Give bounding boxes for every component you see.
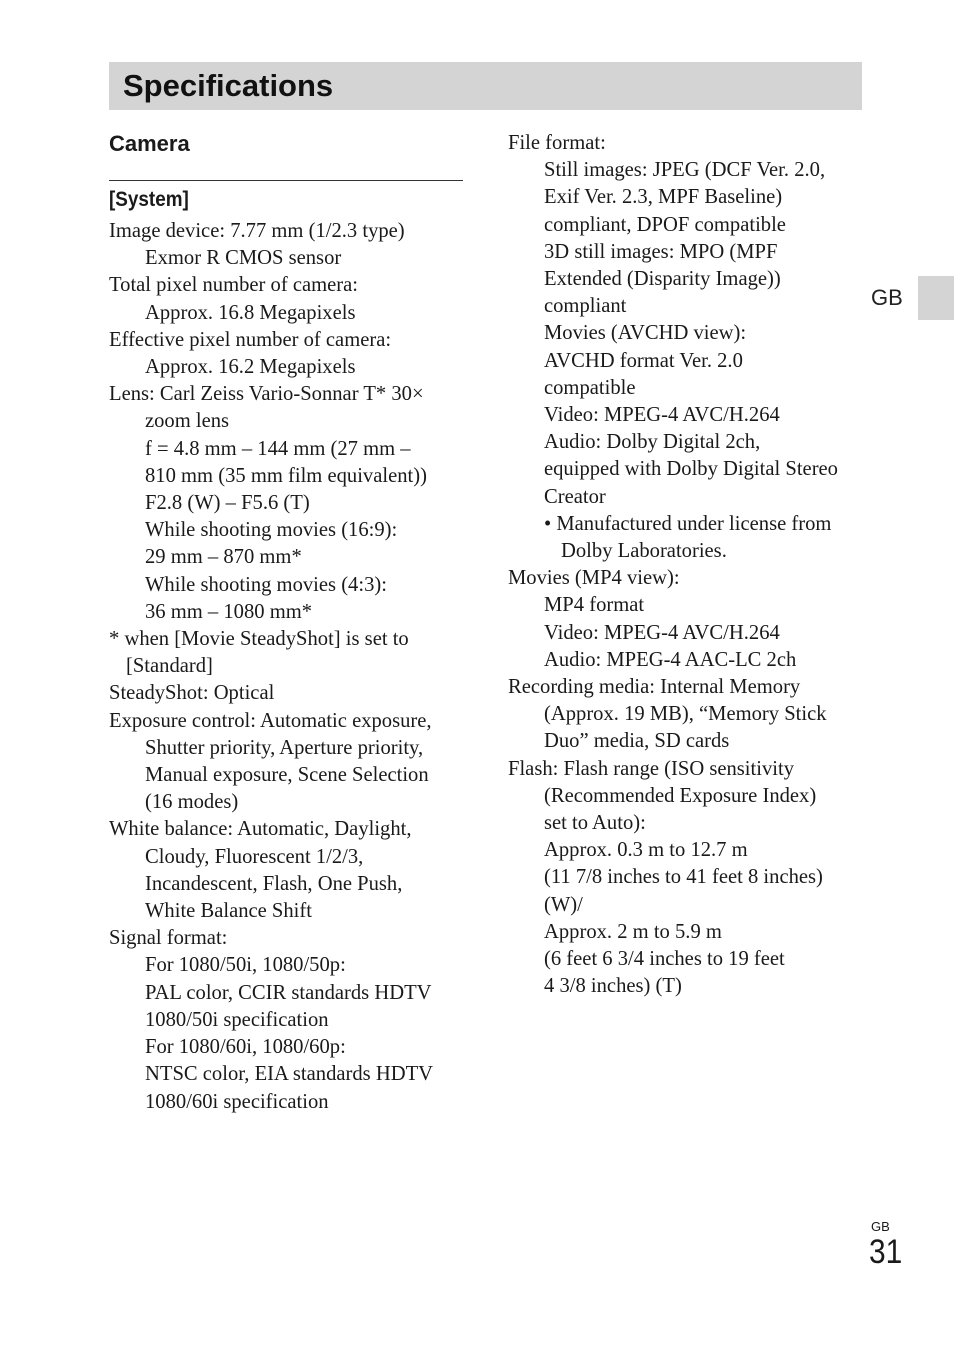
spec-line: Total pixel number of camera: <box>109 274 359 297</box>
spec-line: compliant <box>544 295 627 318</box>
spec-line: For 1080/60i, 1080/60p: <box>145 1036 346 1059</box>
spec-line: (W)/ <box>544 893 583 916</box>
spec-line: Exmor R CMOS sensor <box>145 247 342 270</box>
spec-line: Duo” media, SD cards <box>544 730 730 753</box>
spec-line: SteadyShot: Optical <box>109 682 275 705</box>
spec-line: compliant, DPOF compatible <box>544 213 786 236</box>
spec-line: NTSC color, EIA standards HDTV <box>145 1063 434 1086</box>
spec-line: compatible <box>544 376 636 399</box>
spec-line: Lens: Carl Zeiss Vario-Sonnar T* 30× <box>109 383 424 406</box>
spec-line: (6 feet 6 3/4 inches to 19 feet <box>544 948 785 971</box>
spec-line: f = 4.8 mm – 144 mm (27 mm – <box>145 437 411 460</box>
spec-line: White balance: Automatic, Daylight, <box>109 818 412 841</box>
spec-line: Incandescent, Flash, One Push, <box>145 872 403 895</box>
spec-line: While shooting movies (4:3): <box>145 573 387 596</box>
spec-line: Flash: Flash range (ISO sensitivity <box>508 757 795 780</box>
spec-line: Exposure control: Automatic exposure, <box>109 709 432 732</box>
spec-line: 1080/60i specification <box>145 1090 329 1113</box>
spec-line: Dolby Laboratories. <box>561 540 727 563</box>
spec-line: Audio: Dolby Digital 2ch, <box>544 431 761 454</box>
spec-line: Movies (MP4 view): <box>508 567 680 590</box>
spec-line: F2.8 (W) – F5.6 (T) <box>145 492 310 515</box>
spec-line: * when [Movie SteadyShot] is set to <box>109 628 409 651</box>
language-tab <box>918 276 954 320</box>
section-heading: Camera <box>109 131 190 156</box>
spec-line: Extended (Disparity Image)) <box>544 268 781 291</box>
spec-line: equipped with Dolby Digital Stereo <box>544 458 838 481</box>
spec-line: Still images: JPEG (DCF Ver. 2.0, <box>544 159 826 182</box>
spec-line: Recording media: Internal Memory <box>508 676 801 699</box>
spec-line: Approx. 2 m to 5.9 m <box>544 920 722 943</box>
page-title: Specifications <box>123 68 334 103</box>
spec-line: Manual exposure, Scene Selection <box>145 764 429 787</box>
spec-line: (Approx. 19 MB), “Memory Stick <box>544 703 827 726</box>
spec-line: Movies (AVCHD view): <box>544 322 747 345</box>
spec-line: • Manufactured under license from <box>544 512 832 535</box>
spec-line: (Recommended Exposure Index) <box>544 784 817 807</box>
spec-line: Image device: 7.77 mm (1/2.3 type) <box>109 220 405 242</box>
spec-line: For 1080/50i, 1080/50p: <box>145 954 346 977</box>
spec-line: Cloudy, Fluorescent 1/2/3, <box>145 845 364 868</box>
language-tab-label: GB <box>871 285 903 310</box>
spec-line: 36 mm – 1080 mm* <box>145 600 313 623</box>
spec-line: MP4 format <box>544 594 645 617</box>
spec-line: Effective pixel number of camera: <box>109 328 392 351</box>
spec-line: 810 mm (35 mm film equivalent)) <box>145 464 427 487</box>
subsection-heading: [System] <box>109 188 189 211</box>
spec-line: PAL color, CCIR standards HDTV <box>145 981 432 1004</box>
heading-divider <box>109 180 463 181</box>
spec-line: AVCHD format Ver. 2.0 <box>544 349 743 372</box>
spec-line: 3D still images: MPO (MPF <box>544 240 778 263</box>
spec-line: File format: <box>508 132 606 154</box>
page-number: 31 <box>869 1233 903 1271</box>
spec-line: 4 3/8 inches) (T) <box>544 975 682 998</box>
spec-line: (11 7/8 inches to 41 feet 8 inches) <box>544 866 823 889</box>
spec-line: 1080/50i specification <box>145 1008 329 1031</box>
spec-line: (16 modes) <box>145 791 239 814</box>
spec-line: 29 mm – 870 mm* <box>145 546 302 569</box>
spec-column-right <box>508 130 868 1001</box>
spec-line: Video: MPEG-4 AVC/H.264 <box>544 404 780 427</box>
spec-line: [Standard] <box>126 655 213 678</box>
spec-line: zoom lens <box>145 410 230 433</box>
footer-language-code: GB <box>871 1219 890 1234</box>
spec-line: Approx. 0.3 m to 12.7 m <box>544 839 748 862</box>
spec-line: Video: MPEG-4 AVC/H.264 <box>544 621 780 644</box>
spec-line: White Balance Shift <box>145 900 312 923</box>
spec-line: Signal format: <box>109 927 228 950</box>
spec-line: Approx. 16.8 Megapixels <box>145 301 356 324</box>
spec-line: set to Auto): <box>544 812 646 835</box>
spec-line: Creator <box>544 485 606 508</box>
spec-line: Exif Ver. 2.3, MPF Baseline) <box>544 186 783 209</box>
spec-line: While shooting movies (16:9): <box>145 519 398 542</box>
spec-line: Audio: MPEG-4 AAC-LC 2ch <box>544 648 797 671</box>
spec-line: Shutter priority, Aperture priority, <box>145 736 424 759</box>
spec-line: Approx. 16.2 Megapixels <box>145 356 356 379</box>
spec-column-left <box>109 218 469 1116</box>
section-title-bar <box>109 62 862 110</box>
